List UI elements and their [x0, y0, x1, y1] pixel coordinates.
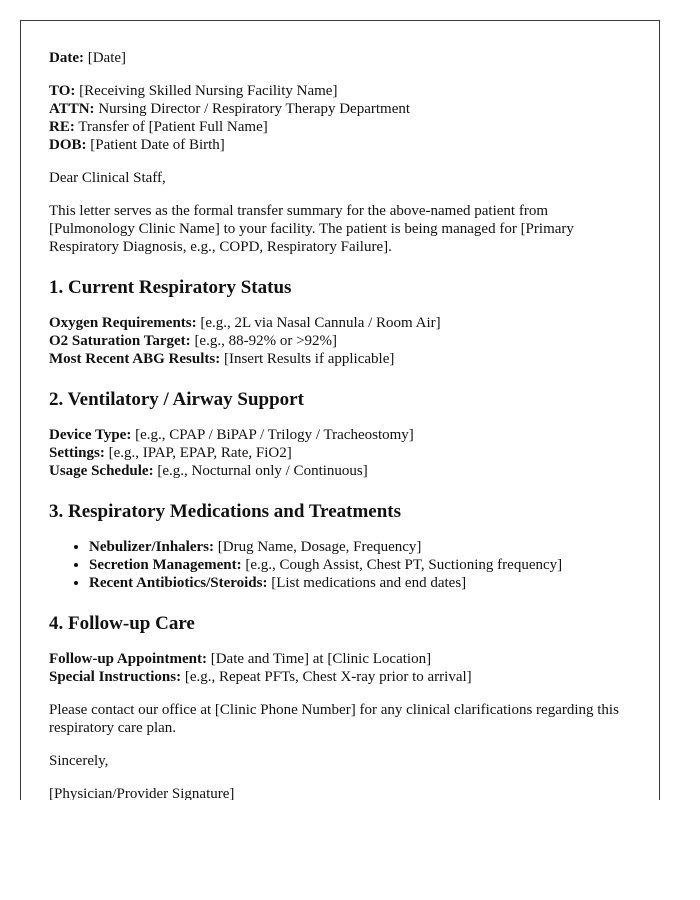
- list-item: [89, 574, 631, 592]
- list-item: [89, 538, 631, 556]
- attn-label: ATTN:: [49, 101, 95, 117]
- section-3-title: 3. Respiratory Medications and Treatments: [49, 501, 402, 522]
- attn-value: Nursing Director / Respiratory Therapy Department: [98, 101, 411, 117]
- special-instructions-label: Special Instructions:: [49, 669, 182, 685]
- item-value: [List medications and end dates]: [271, 575, 467, 591]
- signature-line: [Physician/Provider Signature]: [49, 786, 235, 800]
- usage-value: [e.g., Nocturnal only / Continuous]: [157, 463, 368, 479]
- appointment-label: Follow-up Appointment:: [49, 651, 207, 667]
- to-value: [Receiving Skilled Nursing Facility Name]: [79, 83, 338, 99]
- dob-value: [Patient Date of Birth]: [90, 137, 225, 153]
- oxygen-value: [e.g., 2L via Nasal Cannula / Room Air]: [200, 315, 441, 331]
- signoff: Sincerely,: [49, 753, 109, 769]
- letter-page: [20, 20, 660, 800]
- section-2-body: [49, 426, 631, 480]
- date-label: Date:: [49, 50, 84, 66]
- re-label: RE:: [49, 119, 75, 135]
- o2-target-label: O2 Saturation Target:: [49, 333, 191, 349]
- o2-target-value: [e.g., 88-92% or >92%]: [194, 333, 338, 349]
- special-instructions-value: [e.g., Repeat PFTs, Chest X-ray prior to arrival]: [184, 669, 472, 685]
- section-1-body: [49, 314, 631, 368]
- re-value: Transfer of [Patient Full Name]: [78, 119, 268, 135]
- to-label: TO:: [49, 83, 76, 99]
- section-4-title: 4. Follow-up Care: [49, 613, 195, 634]
- closing-paragraph: Please contact our office at [Clinic Phone Number] for any clinical clarifications regarding this respiratory care plan.: [49, 702, 619, 736]
- section-4-body: [49, 650, 631, 686]
- appointment-value: [Date and Time] at [Clinic Location]: [210, 651, 432, 667]
- settings-label: Settings:: [49, 445, 105, 461]
- usage-label: Usage Schedule:: [49, 463, 154, 479]
- section-2-title: 2. Ventilatory / Airway Support: [49, 389, 304, 410]
- abg-value: [Insert Results if applicable]: [223, 351, 395, 367]
- letter-content: [21, 21, 659, 800]
- section-1-title: 1. Current Respiratory Status: [49, 277, 292, 298]
- device-value: [e.g., CPAP / BiPAP / Trilogy / Tracheostomy]: [135, 427, 414, 443]
- item-label: Recent Antibiotics/Steroids:: [89, 575, 268, 591]
- abg-label: Most Recent ABG Results:: [49, 351, 221, 367]
- salutation: Dear Clinical Staff,: [49, 170, 166, 186]
- item-value: [Drug Name, Dosage, Frequency]: [217, 539, 422, 555]
- item-label: Secretion Management:: [89, 557, 242, 573]
- item-value: [e.g., Cough Assist, Chest PT, Suctioning frequency]: [245, 557, 563, 573]
- device-label: Device Type:: [49, 427, 132, 443]
- dob-label: DOB:: [49, 137, 87, 153]
- oxygen-label: Oxygen Requirements:: [49, 315, 197, 331]
- medications-list: [49, 538, 631, 592]
- intro-paragraph: This letter serves as the formal transfer summary for the above-named patient from [Pulmonology Clinic Name] to your facility. The patient is being managed for [Primary Respiratory Diagnosis, e.g., COPD, Respiratory Failure].: [49, 203, 574, 255]
- letter-header-recipient: [49, 82, 631, 154]
- item-label: Nebulizer/Inhalers:: [89, 539, 214, 555]
- letter-header-date: [49, 49, 631, 67]
- list-item: [89, 556, 631, 574]
- date-value: [Date]: [87, 50, 127, 66]
- settings-value: [e.g., IPAP, EPAP, Rate, FiO2]: [108, 445, 292, 461]
